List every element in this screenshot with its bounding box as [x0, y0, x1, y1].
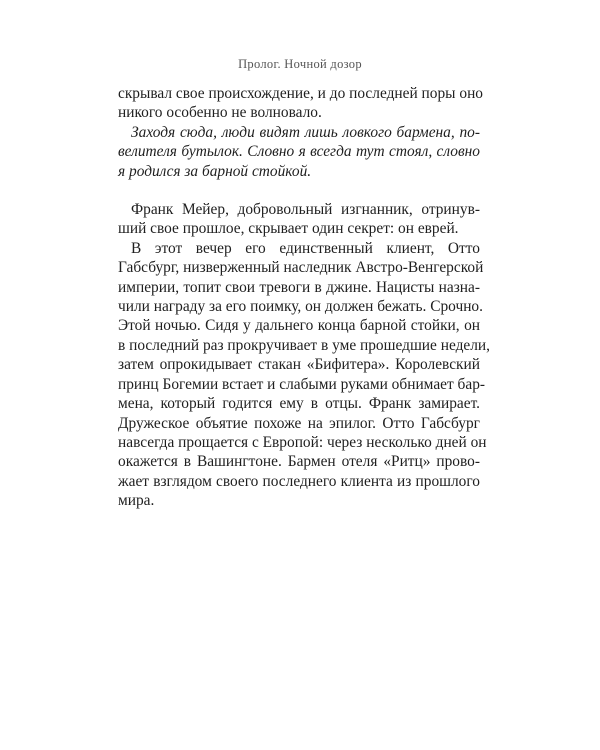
text-line: мира.	[118, 492, 155, 510]
paragraph-italic-quote	[118, 123, 480, 181]
text-line: Габсбург, низверженный наследник Австро-Венгерской	[118, 259, 484, 277]
text-line: Этой ночью. Сидя у дальнего конца барной стойки, он	[118, 317, 480, 335]
text-line: скрывал свое происхождение, и до последней поры оно	[118, 85, 484, 102]
text-line: навсегда прощается с Европой: через несколько дней он	[118, 433, 487, 451]
text-line: В этот вечер его единственный клиент, Отто	[131, 239, 480, 257]
text-line: окажется в Вашингтоне. Бармен отеля «Ритц» прово-	[118, 453, 480, 471]
text-line: я родился за барной стойкой.	[118, 162, 312, 180]
text-line: Франк Мейер, добровольный изгнанник, отринув-	[131, 201, 480, 219]
text-line: жает взглядом своего последнего клиента из прошлого	[118, 472, 480, 490]
paragraph-gap	[118, 181, 480, 200]
text-line: империи, топит свои тревоги в джине. Нацисты назна-	[118, 278, 480, 296]
text-line: затем опрокидывает стакан «Бифитера». Королевский	[118, 356, 480, 374]
text-line: мена, который годится ему в отцы. Франк замирает.	[118, 395, 480, 413]
paragraph-otto	[118, 239, 490, 511]
text-line: принц Богемии встает и слабыми руками обнимает бар-	[118, 375, 486, 393]
text-line: ший свое прошлое, скрывает один секрет: он еврей.	[118, 220, 459, 238]
running-head: Пролог. Ночной дозор	[238, 57, 362, 71]
text-line: чили награду за его поимку, он должен бежать. Срочно.	[118, 298, 483, 316]
text-line: Заходя сюда, люди видят лишь ловкого бармена, по-	[131, 123, 480, 141]
text-line: велителя бутылок. Словно я всегда тут стоял, словно	[118, 143, 480, 161]
paragraph-frank	[118, 200, 480, 239]
paragraph-continuation	[118, 84, 484, 123]
text-line: никого особенно не волновало.	[118, 104, 322, 122]
text-line: Дружеское объятие похоже на эпилог. Отто Габсбург	[118, 414, 480, 432]
text-line: в последний раз прокручивает в уме прошедшие недели,	[118, 336, 490, 354]
body-text	[118, 84, 490, 511]
